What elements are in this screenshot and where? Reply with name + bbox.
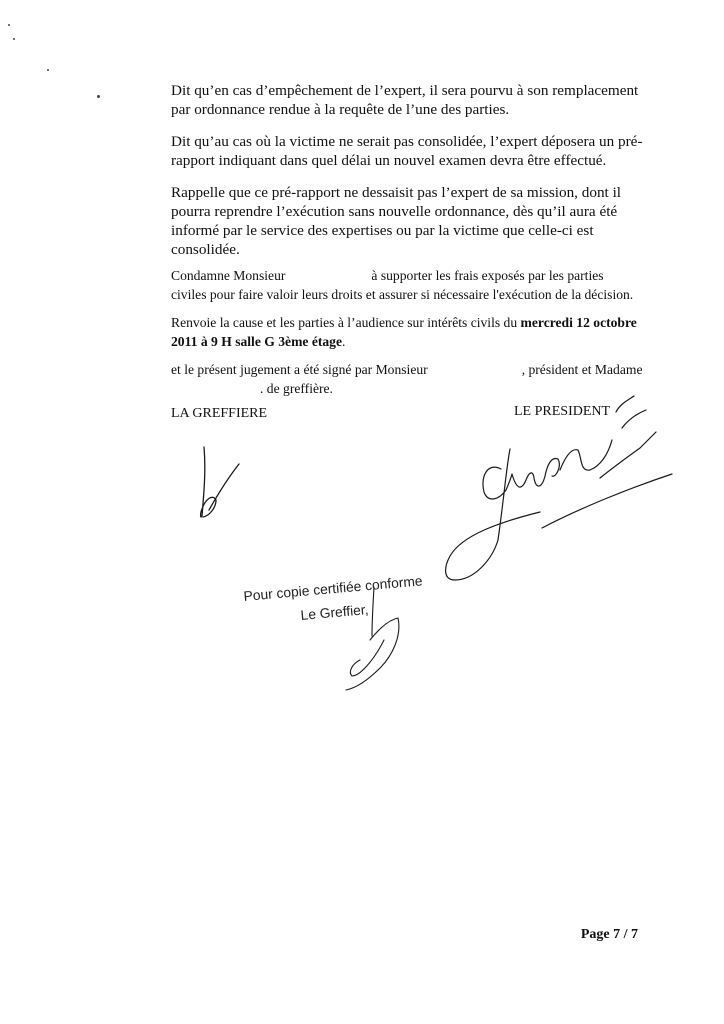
hearing-time-room: 2011 à 9 H salle G 3ème étage bbox=[171, 334, 343, 349]
paragraph-remplacement-expert bbox=[171, 81, 639, 119]
paragraph-pre-rapport bbox=[171, 132, 643, 170]
scan-speck bbox=[13, 38, 15, 40]
text-line bbox=[171, 332, 631, 351]
page-number: Page 7 / 7 bbox=[580, 927, 638, 942]
president-signature bbox=[446, 396, 672, 580]
text-fragment: , président et Madame bbox=[521, 362, 643, 377]
text-line: Dit qu’au cas où la victime ne serait pas consolidée, l’expert déposera un pré- bbox=[171, 133, 643, 150]
text-line bbox=[171, 313, 637, 332]
scan-speck bbox=[97, 95, 100, 98]
text-fragment: Condamne Monsieur bbox=[171, 268, 286, 283]
text-fragment: et le présent jugement a été signé par Monsieur bbox=[171, 362, 428, 377]
hearing-date: mercredi 12 octobre bbox=[520, 315, 637, 330]
text-line bbox=[171, 379, 631, 398]
text-line: informé par le service des expertises ou par la victime que celle-ci est bbox=[171, 222, 594, 239]
president-label: LE PRESIDENT bbox=[514, 404, 611, 419]
paragraph-condamnation bbox=[171, 266, 634, 304]
scan-speck bbox=[47, 69, 49, 71]
text-line: civiles pour faire valoir leurs droits et assurer si nécessaire l'exécution de la décision. bbox=[171, 287, 634, 302]
text-fragment: . de greffière. bbox=[260, 381, 333, 396]
text-line: pourra reprendre l’exécution sans nouvelle ordonnance, dès qu’il aura été bbox=[171, 203, 618, 220]
paragraph-rappel bbox=[171, 183, 631, 259]
text-line: par ordonnance rendue à la requête de l’une des parties. bbox=[171, 101, 510, 118]
certified-copy-stamp-line1: Pour copie certifiée conforme bbox=[243, 573, 424, 604]
text-line: rapport indiquant dans quel délai un nouvel examen devra être effectué. bbox=[171, 152, 607, 169]
text-line: Rappelle que ce pré-rapport ne dessaisit pas l’expert de sa mission, dont il bbox=[171, 184, 622, 201]
text-line bbox=[171, 360, 643, 379]
text-fragment: Renvoie la cause et les parties à l’audience sur intérêts civils du bbox=[171, 315, 521, 330]
text-fragment: à supporter les frais exposés par les parties bbox=[371, 268, 604, 283]
text-line: Dit qu’en cas d’empêchement de l’expert, il sera pourvu à son remplacement bbox=[171, 82, 639, 99]
certified-copy-stamp-line2: Le Greffier, bbox=[300, 602, 370, 623]
greffiere-label: LA GREFFIERE bbox=[171, 406, 268, 421]
paragraph-renvoi bbox=[171, 313, 637, 351]
text-line: consolidée. bbox=[171, 241, 240, 258]
text-fragment: . bbox=[342, 334, 346, 349]
scan-speck bbox=[8, 24, 10, 26]
greffiere-signature bbox=[201, 447, 239, 517]
paragraph-signature bbox=[171, 360, 643, 398]
text-line bbox=[171, 266, 631, 285]
